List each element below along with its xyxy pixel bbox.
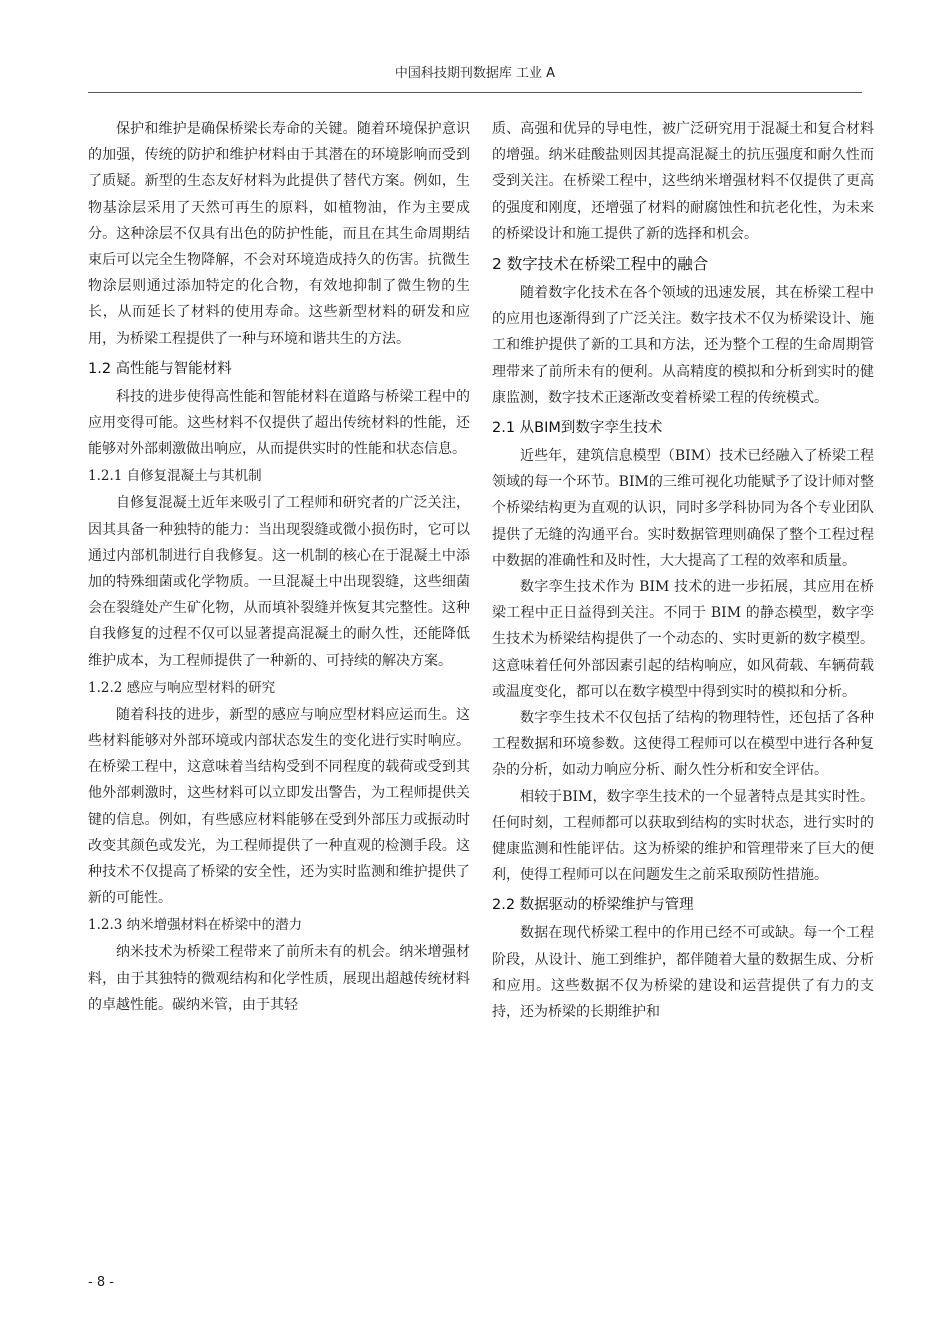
journal-title: 中国科技期刊数据库 工业 A	[394, 66, 556, 81]
section-heading: 2.1 从BIM到数字孪生技术	[492, 420, 663, 437]
paragraph: 随着数字化技术在各个领域的迅速发展，其在桥梁工程中的应用也逐渐得到了广泛关注。数字技术不仅为桥梁设计、施工和维护提供了新的工具和方法，还为整个工程的生命周期管理带来了前所未有的便利。从高精度的模拟和分析到实时的健康监测，数字技术正逐渐改变着桥梁工程的传统模式。	[492, 285, 874, 406]
paragraph: 近些年，建筑信息模型（BIM）技术已经融入了桥梁工程领域的每一个环节。BIM的三维可视化功能赋予了设计师对整个桥梁结构更为直观的认识，同时多学科协同为各个专业团队提供了无缝的沟通平台。实时数据管理则确保了整个工程过程中数据的准确性和及时性，大大提高了工程的效率和质量。	[492, 448, 874, 569]
paragraph: 自修复混凝土近年来吸引了工程师和研究者的广泛关注，因其具备一种独特的能力：当出现裂缝或微小损伤时，它可以通过内部机制进行自我修复。这一机制的核心在于混凝土中添加的特殊细菌或化学物质。一旦混凝土中出现裂缝，这些细菌会在裂缝处产生矿化物，从而填补裂缝并恢复其完整性。这种自我修复的过程不仅可以显著提高混凝土的耐久性，还能降低维护成本，为工程师提供了一种新的、可持续的解决方案。	[88, 495, 470, 669]
paragraph: 相较于BIM，数字孪生技术的一个显著特点是其实时性。任何时刻，工程师都可以获取到结构的实时状态，进行实时的健康监测和性能评估。这为桥梁的维护和管理带来了巨大的便利，使得工程师可以在问题发生之前采取预防性措施。	[492, 788, 874, 884]
subsection-heading: 1.2.3 纳米增强材料在桥梁中的潜力	[88, 917, 303, 934]
right-column	[492, 116, 874, 1025]
section-heading: 2.2 数据驱动的桥梁维护与管理	[492, 897, 694, 914]
subsection-heading: 1.2.1 自修复混凝土与其机制	[88, 468, 262, 485]
paragraph: 保护和维护是确保桥梁长寿命的关键。随着环境保护意识的加强，传统的防护和维护材料由于其潜在的环境影响而受到了质疑。新型的生态友好材料为此提供了替代方案。例如，生物基涂层采用了天然可再生的原料，如植物油，作为主要成分。这种涂层不仅具有出色的防护性能，而且在其生命周期结束后可以完全生物降解，不会对环境造成持久的伤害。抗微生物涂层则通过添加特定的化合物，有效地抑制了微生物的生长，从而延长了材料的使用寿命。这些新型材料的研发和应用，为桥梁工程提供了一种与环境和谐共生的方法。	[88, 121, 470, 347]
paragraph: 质、高强和优异的导电性，被广泛研究用于混凝土和复合材料的增强。纳米硅酸盐则因其提高混凝土的抗压强度和耐久性而受到关注。在桥梁工程中，这些纳米增强材料不仅提供了更高的强度和刚度，还增强了材料的耐腐蚀性和抗老化性，为未来的桥梁设计和施工提供了新的选择和机会。	[492, 121, 874, 242]
paragraph: 数据在现代桥梁工程中的作用已经不可或缺。每一个工程阶段，从设计、施工到维护，都伴随着大量的数据生成、分析和应用。这些数据不仅为桥梁的建设和运营提供了有力的支持，还为桥梁的长期维护和	[492, 925, 874, 1021]
subsection-heading: 1.2.2 感应与响应型材料的研究	[88, 679, 276, 696]
running-header	[88, 64, 862, 93]
paragraph: 数字孪生技术不仅包括了结构的物理特性，还包括了各种工程数据和环境参数。这使得工程师可以在模型中进行各种复杂的分析，如动力响应分析、耐久性分析和安全评估。	[492, 710, 874, 779]
paragraph: 纳米技术为桥梁工程带来了前所未有的机会。纳米增强材料，由于其独特的微观结构和化学性质，展现出超越传统材料的卓越性能。碳纳米管，由于其轻	[88, 944, 470, 1013]
paragraph: 随着科技的进步，新型的感应与响应型材料应运而生。这些材料能够对外部环境或内部状态发生的变化进行实时响应。在桥梁工程中，这意味着当结构受到不同程度的载荷或受到其他外部刺激时，这些材料可以立即发出警告，为工程师提供关键的信息。例如，有些感应材料能够在受到外部压力或振动时改变其颜色或发光，为工程师提供了一种直观的检测手段。这种技术不仅提高了桥梁的安全性，还为实时监测和维护提供了新的可能性。	[88, 706, 470, 907]
left-column	[88, 116, 470, 1018]
page-number: - 8 -	[88, 1275, 114, 1290]
chapter-heading: 2 数字技术在桥梁工程中的融合	[492, 255, 709, 274]
section-heading: 1.2 高性能与智能材料	[88, 360, 232, 377]
paragraph: 科技的进步使得高性能和智能材料在道路与桥梁工程中的应用变得可能。这些材料不仅提供了超出传统材料的性能，还能够对外部刺激做出响应，从而提供实时的性能和状态信息。	[88, 388, 470, 458]
paragraph: 数字孪生技术作为 BIM 技术的进一步拓展，其应用在桥梁工程中正日益得到关注。不同于 BIM 的静态模型，数字孪生技术为桥梁结构提供了一个动态的、实时更新的数字模型。这意味着任何外部因素引起的结构响应，如风荷载、车辆荷载或温度变化，都可以在数字模型中得到实时的模拟和分析。	[492, 579, 874, 700]
